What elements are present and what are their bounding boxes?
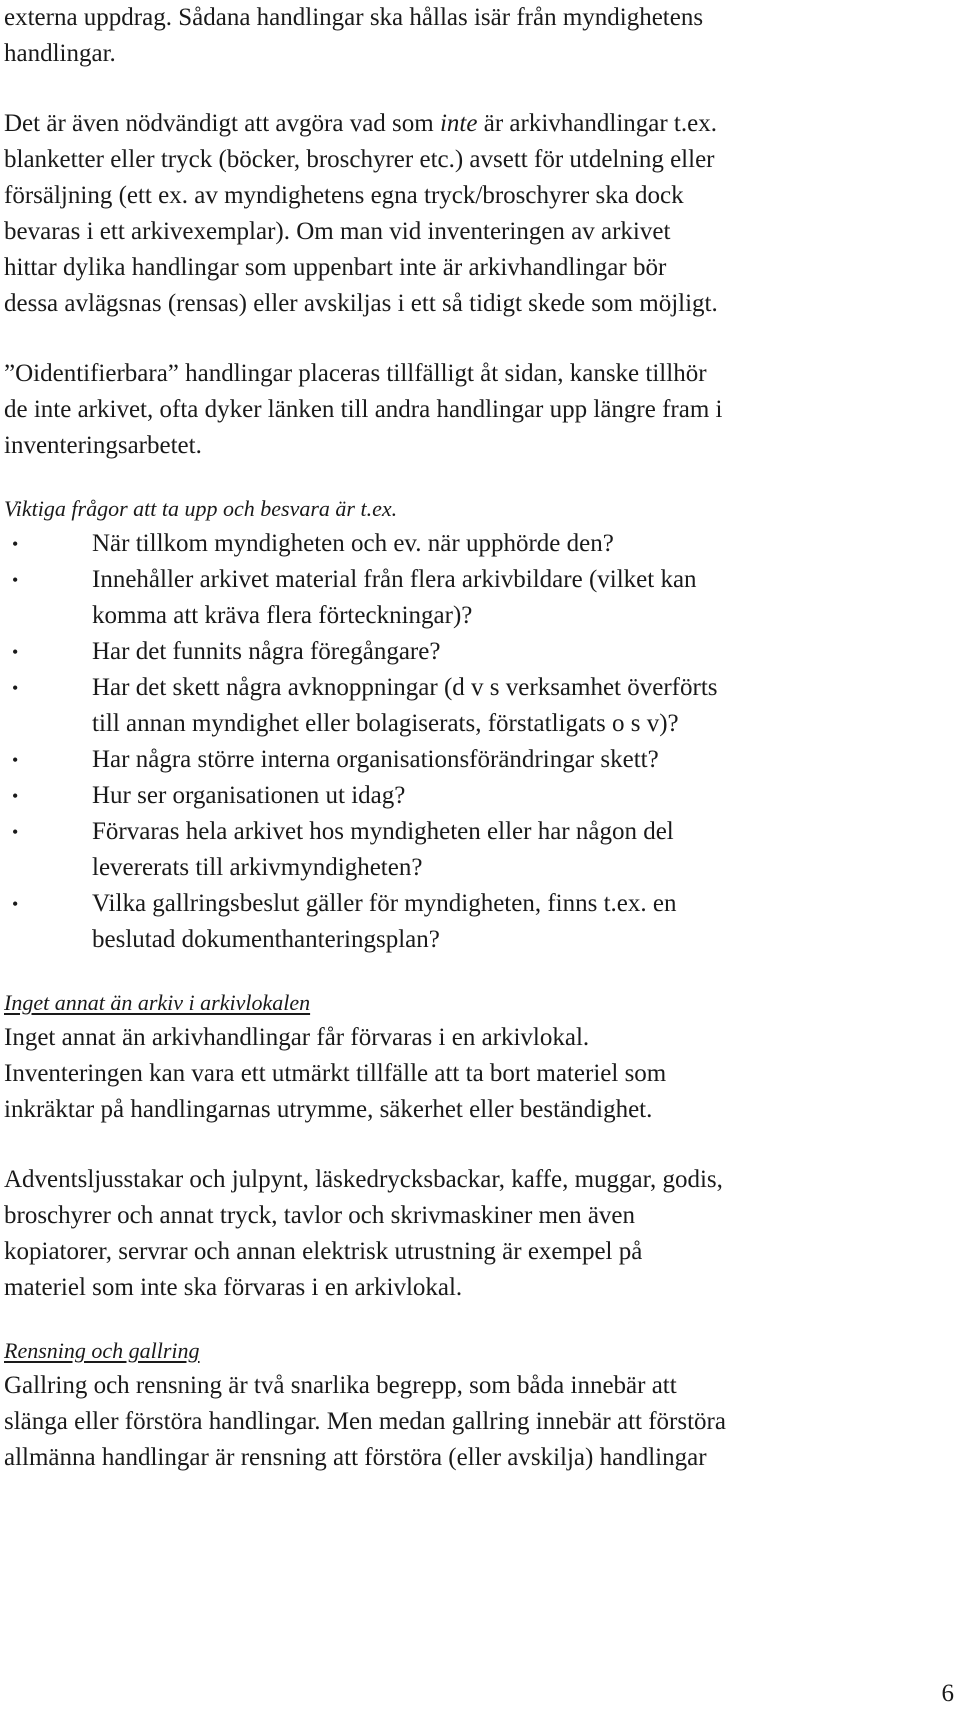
text-line: ”Oidentifierbara” handlingar placeras tillfälligt åt sidan, kanske tillhör: [4, 360, 707, 387]
bullet-icon: •: [12, 570, 19, 590]
text-line: försäljning (ett ex. av myndighetens egna tryck/broschyrer ska dock: [4, 182, 684, 209]
text-line: externa uppdrag. Sådana handlingar ska hållas isär från myndighetens: [4, 4, 704, 31]
list-item: • Har det skett några avknoppningar (d v s verksamhet överförts till annan myndighet eller bolagiserats, förstatligats o s v)?: [4, 670, 944, 742]
text-line: dessa avlägsnas (rensas) eller avskiljas i ett så tidigt skede som möjligt.: [4, 290, 718, 317]
text-line: handlingar.: [4, 40, 116, 67]
section-heading-weeding: Rensning och gallring: [4, 1338, 200, 1363]
text-line: inkräktar på handlingarnas utrymme, säkerhet eller beständighet.: [4, 1096, 653, 1123]
bullet-icon: •: [12, 678, 19, 698]
page-number: 6: [941, 1680, 954, 1707]
section-heading-archive-only: Inget annat än arkiv i arkivlokalen: [4, 990, 311, 1015]
text-line: slänga eller förstöra handlingar. Men medan gallring innebär att förstöra: [4, 1408, 726, 1435]
bullet-icon: •: [12, 750, 19, 770]
paragraph-not-archive: [4, 106, 944, 322]
text-line: inventeringsarbetet.: [4, 432, 202, 459]
bullet-icon: •: [12, 894, 19, 914]
list-item: • Vilka gallringsbeslut gäller för myndigheten, finns t.ex. en beslutad dokumenthanteringsplan?: [4, 886, 944, 958]
list-item: • Har det funnits några föregångare?: [4, 634, 944, 670]
list-item: • Har några större interna organisationsförändringar skett?: [4, 742, 944, 778]
document-page: [4, 0, 944, 1476]
text-line: Inventeringen kan vara ett utmärkt tillfälle att ta bort materiel som: [4, 1060, 667, 1087]
bullet-icon: •: [12, 786, 19, 806]
text-line: de inte arkivet, ofta dyker länken till andra handlingar upp längre fram i: [4, 396, 723, 423]
bullet-icon: •: [12, 822, 19, 842]
text-line: hittar dylika handlingar som uppenbart inte är arkivhandlingar bör: [4, 254, 667, 281]
paragraph-examples: [4, 1162, 944, 1306]
text-line: Adventsljusstakar och julpynt, läskedrycksbackar, kaffe, muggar, godis,: [4, 1166, 723, 1193]
paragraph-unidentifiable: [4, 356, 944, 464]
text-line: kopiatorer, servrar och annan elektrisk utrustning är exempel på: [4, 1238, 643, 1265]
text-line: allmänna handlingar är rensning att förstöra (eller avskilja) handlingar: [4, 1444, 707, 1471]
paragraph-archive-only: [4, 1020, 944, 1128]
questions-list: [4, 526, 944, 958]
emphasis-inte: inte: [439, 110, 478, 137]
text-line: materiel som inte ska förvaras i en arkivlokal.: [4, 1274, 463, 1301]
list-item: • När tillkom myndigheten och ev. när upphörde den?: [4, 526, 944, 562]
bullet-icon: •: [12, 534, 19, 554]
text-line: blanketter eller tryck (böcker, broschyrer etc.) avsett för utdelning eller: [4, 146, 715, 173]
text-line: broschyrer och annat tryck, tavlor och skrivmaskiner men även: [4, 1202, 636, 1229]
questions-heading: Viktiga frågor att ta upp och besvara är t.ex.: [4, 496, 398, 521]
text-line: Gallring och rensning är två snarlika begrepp, som båda innebär att: [4, 1372, 677, 1399]
list-item: • Förvaras hela arkivet hos myndigheten eller har någon del levererats till arkivmyndigheten?: [4, 814, 944, 886]
paragraph-weeding: [4, 1368, 944, 1476]
list-item: • Hur ser organisationen ut idag?: [4, 778, 944, 814]
text-line: bevaras i ett arkivexemplar). Om man vid inventeringen av arkivet: [4, 218, 671, 245]
text-line: Inget annat än arkivhandlingar får förvaras i en arkivlokal.: [4, 1024, 590, 1051]
bullet-icon: •: [12, 642, 19, 662]
text-line: Det är även nödvändigt att avgöra vad som inte är arkivhandlingar t.ex.: [4, 110, 717, 137]
list-item: • Innehåller arkivet material från flera arkivbildare (vilket kan komma att kräva flera förteckningar)?: [4, 562, 944, 634]
paragraph-continued: [4, 0, 944, 72]
